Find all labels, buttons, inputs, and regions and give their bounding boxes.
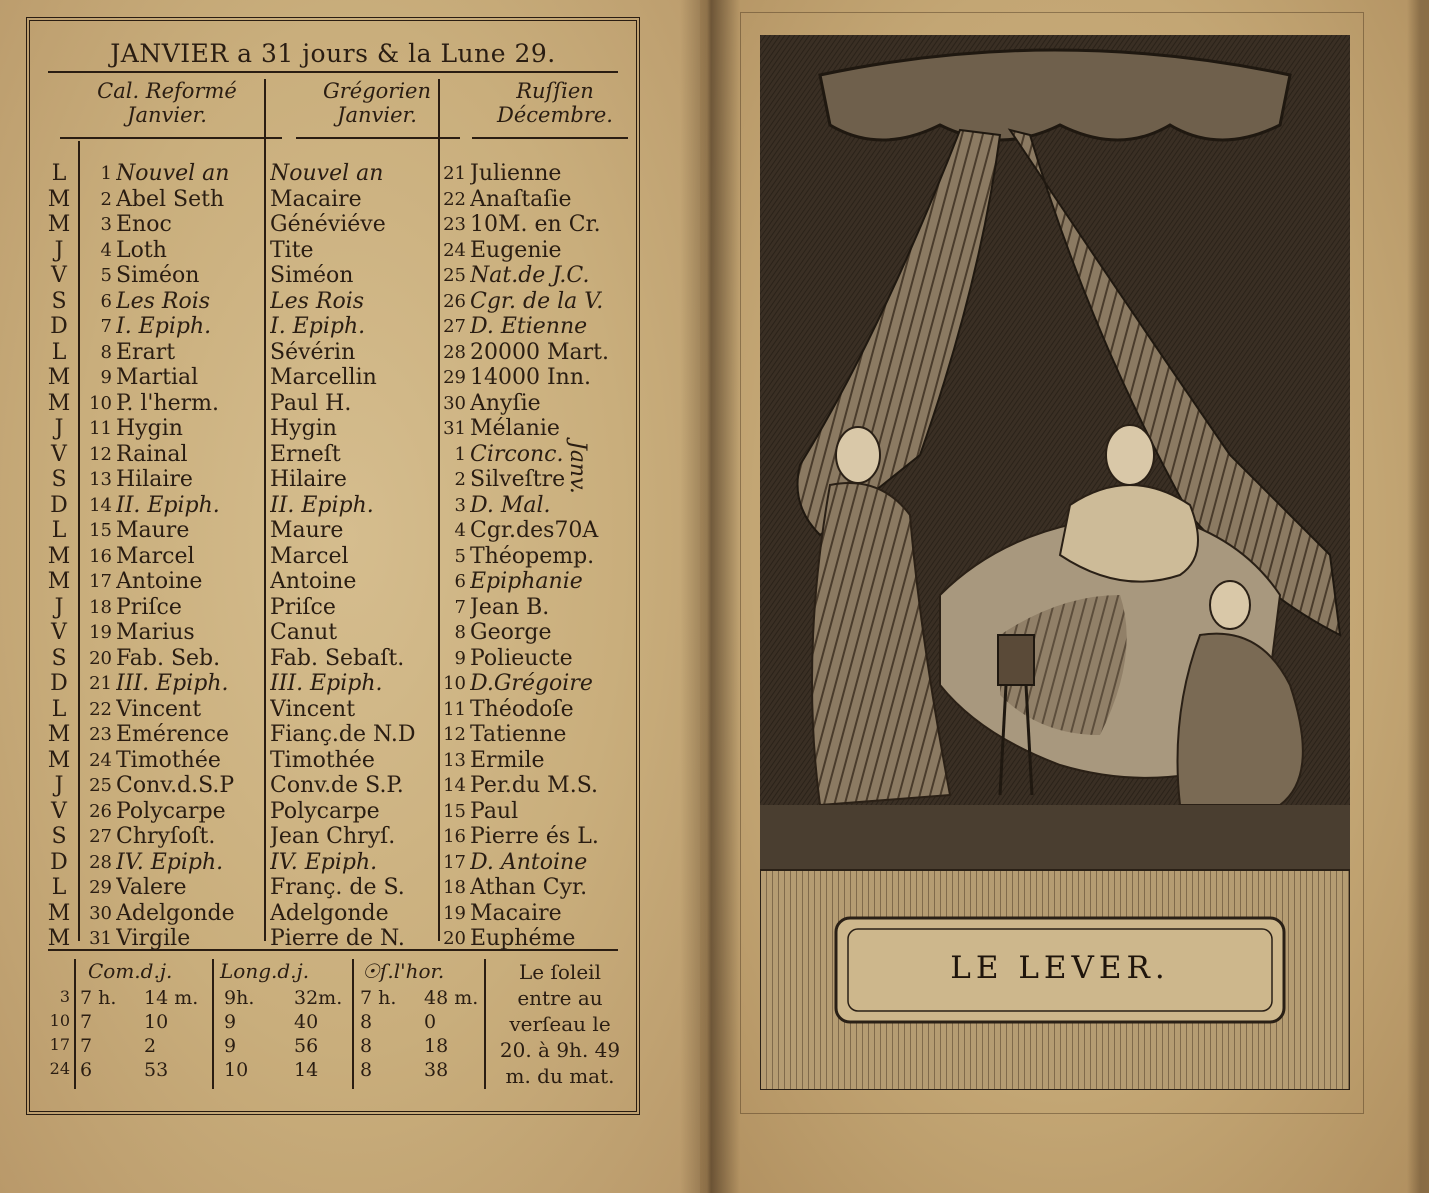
header-rule: [60, 137, 282, 139]
gregorien-saint: Adelgonde: [270, 900, 389, 926]
header-rule: [296, 137, 460, 139]
day-number: 25: [89, 775, 112, 796]
calendar-row: [30, 238, 644, 264]
sun-hor-minutes: 38: [424, 1059, 449, 1081]
day-number: 15: [89, 520, 112, 541]
sun-divider: [352, 959, 354, 1089]
day-number: 31: [89, 928, 112, 949]
weekday-letter: D: [50, 492, 68, 518]
weekday-letter: V: [51, 620, 67, 645]
sun-divider: [484, 959, 486, 1089]
russien-saint: Anaſtaſie: [470, 186, 572, 212]
russien-day-number: 10: [443, 673, 466, 694]
calendar-row: [30, 544, 644, 570]
russien-day-number: 20: [443, 928, 466, 949]
calendar-row: [30, 467, 644, 493]
calendar-row: [30, 391, 644, 417]
sun-header-long: Long.d.j.: [220, 959, 310, 983]
weekday-letter: L: [51, 518, 67, 543]
sun-header-com: Com.d.j.: [88, 959, 173, 983]
russien-saint: Per.du M.S.: [470, 773, 598, 798]
reforme-saint: Hilaire: [116, 467, 193, 492]
weekday-letter: M: [47, 569, 71, 594]
sun-note-line: Le ſoleil: [519, 960, 601, 984]
russien-saint: Cgr. de la V.: [470, 288, 604, 314]
gregorien-saint: I. Epiph.: [270, 314, 366, 339]
gregorien-saint: Paul H.: [270, 390, 352, 416]
weekday-letter: S: [51, 288, 67, 314]
day-number: 2: [100, 188, 112, 210]
gregorien-saint: Les Rois: [270, 288, 365, 314]
day-number: 21: [89, 673, 112, 694]
sun-note-line: 20. à 9h. 49: [499, 1038, 621, 1062]
day-number: 19: [89, 622, 112, 643]
weekday-letter: M: [47, 365, 71, 390]
calendar-row: [30, 595, 644, 621]
russien-day-number: 9: [454, 647, 466, 669]
sun-com-hours: 6: [80, 1059, 93, 1081]
gregorien-saint: IV. Epiph.: [270, 849, 378, 875]
sun-hor-minutes: 18: [424, 1035, 449, 1057]
sun-com-minutes: 14 m.: [144, 987, 199, 1009]
calendar-row: [30, 799, 644, 825]
day-number: 30: [89, 902, 112, 924]
sun-com-hours: 7 h.: [80, 987, 117, 1009]
russien-day-number: 14: [443, 775, 466, 796]
russien-saint: Ermile: [470, 747, 545, 773]
gregorien-saint: Hygin: [270, 416, 337, 441]
day-number: 20: [89, 647, 112, 669]
sun-hor-hours: 8: [360, 1059, 373, 1081]
day-number: 28: [89, 851, 112, 873]
russien-day-number: 2: [454, 469, 466, 490]
page-edge: [1407, 0, 1429, 1193]
sun-com-minutes: 2: [144, 1035, 157, 1057]
engraving-illustration: [760, 35, 1350, 1090]
russien-saint: Polieucte: [470, 645, 573, 671]
reforme-saint: Erart: [116, 339, 176, 365]
day-number: 3: [100, 214, 112, 235]
gregorien-saint: Nouvel an: [270, 161, 384, 186]
day-number: 29: [89, 877, 112, 898]
russien-day-number: 27: [443, 316, 466, 337]
gregorien-saint: Timothée: [270, 747, 375, 773]
weekday-letter: S: [51, 824, 67, 849]
russien-saint: Julienne: [470, 161, 562, 186]
day-number: 6: [100, 290, 112, 312]
sun-long-minutes: 14: [294, 1059, 319, 1081]
weekday-letter: V: [51, 263, 67, 288]
russien-saint: Tatienne: [470, 722, 567, 747]
russien-day-number: 26: [443, 290, 466, 312]
russien-day-number: 8: [454, 622, 466, 643]
sun-com-hours: 7: [80, 1035, 93, 1057]
header-russien-line2: Décembre.: [497, 103, 613, 127]
russien-saint: Nat.de J.C.: [470, 263, 590, 288]
weekday-letter: L: [51, 875, 67, 900]
reforme-saint: Hygin: [116, 416, 183, 441]
russien-day-number: 4: [454, 520, 466, 541]
sun-note-line: entre au: [517, 986, 603, 1010]
russien-saint: Théopemp.: [470, 543, 595, 569]
gregorien-saint: II. Epiph.: [270, 492, 374, 518]
weekday-letter: D: [50, 849, 68, 875]
reforme-saint: Antoine: [116, 569, 203, 594]
russien-saint: Pierre és L.: [470, 824, 599, 849]
weekday-letter: M: [47, 722, 71, 747]
russien-saint: Athan Cyr.: [470, 875, 588, 900]
day-number: 26: [89, 800, 112, 822]
calendar-row: [30, 365, 644, 391]
plate-caption: LE LEVER.: [950, 950, 1170, 986]
reforme-saint: Emérence: [116, 722, 229, 747]
russien-day-number: 30: [443, 392, 466, 414]
sun-long-hours: 10: [224, 1059, 249, 1081]
gregorien-saint: Priſce: [270, 594, 336, 620]
calendar-row: [30, 926, 644, 952]
reforme-saint: Rainal: [116, 441, 188, 467]
book-gutter: [680, 0, 740, 1193]
russien-day-number: 19: [443, 902, 466, 924]
sun-com-minutes: 53: [144, 1059, 169, 1081]
calendar-row: [30, 646, 644, 672]
gregorien-saint: Jean Chryſ.: [270, 824, 396, 849]
calendar-row: [30, 697, 644, 723]
gregorien-saint: Canut: [270, 620, 338, 645]
weekday-letter: J: [54, 594, 64, 620]
russien-day-number: 16: [443, 826, 466, 847]
russien-day-number: 17: [443, 851, 466, 873]
calendar-row: [30, 340, 644, 366]
weekday-letter: S: [51, 467, 67, 492]
calendar-row: [30, 824, 644, 850]
calendar-row: [30, 212, 644, 238]
weekday-letter: S: [51, 645, 67, 671]
day-number: 7: [100, 316, 112, 337]
weekday-letter: M: [47, 747, 71, 773]
sun-long-hours: 9: [224, 1011, 237, 1033]
header-gregorien-line2: Janvier.: [337, 103, 417, 127]
russien-saint: Epiphanie: [470, 569, 583, 594]
header-reforme: [52, 79, 282, 127]
calendar-row: [30, 773, 644, 799]
day-number: 27: [89, 826, 112, 847]
sun-row-day: 24: [49, 1059, 70, 1078]
gregorien-saint: Franç. de S.: [270, 875, 405, 900]
reforme-saint: Vincent: [116, 696, 202, 722]
servant-head: [1210, 581, 1250, 629]
calendar-frame: [26, 17, 640, 1115]
sun-hor-hours: 7 h.: [360, 987, 397, 1009]
reforme-saint: II. Epiph.: [116, 492, 220, 518]
russien-day-number: 6: [454, 571, 466, 592]
sun-long-minutes: 56: [294, 1035, 319, 1057]
russien-day-number: 11: [443, 698, 466, 720]
reforme-saint: III. Epiph.: [116, 671, 229, 696]
russien-day-number: 29: [443, 367, 466, 388]
day-number: 16: [89, 545, 112, 567]
reforme-saint: Marius: [116, 620, 195, 645]
russien-saint: 14000 Inn.: [470, 365, 591, 390]
weekday-letter: M: [47, 390, 71, 416]
gregorien-saint: Macaire: [270, 186, 362, 212]
reforme-saint: Conv.d.S.P: [116, 773, 235, 798]
gregorien-saint: Marcel: [270, 543, 349, 569]
gregorien-saint: Sévérin: [270, 339, 356, 365]
calendar-row: [30, 901, 644, 927]
weekday-letter: M: [47, 900, 71, 926]
weekday-letter: M: [47, 212, 71, 237]
day-number: 24: [89, 749, 112, 771]
reforme-saint: Les Rois: [116, 288, 211, 314]
calendar-row: [30, 289, 644, 315]
sun-long-minutes: 32m.: [294, 987, 343, 1009]
day-number: 5: [100, 265, 112, 286]
reforme-saint: Maure: [116, 518, 190, 543]
russien-day-number: 23: [443, 214, 466, 235]
russien-saint: Euphéme: [470, 926, 576, 951]
header-rule: [472, 137, 628, 139]
calendar-row: [30, 187, 644, 213]
russien-saint: Jean B.: [470, 594, 550, 620]
reforme-saint: I. Epiph.: [116, 314, 212, 339]
russien-saint: George: [470, 620, 552, 645]
russien-day-number: 28: [443, 341, 466, 363]
day-number: 14: [89, 494, 112, 516]
reforme-saint: Polycarpe: [116, 798, 226, 824]
sun-com-minutes: 10: [144, 1011, 169, 1033]
russien-saint: Paul: [470, 798, 519, 824]
russien-day-number: 31: [443, 418, 466, 439]
reforme-saint: Priſce: [116, 594, 182, 620]
gregorien-saint: Marcellin: [270, 365, 377, 390]
sun-note: [490, 959, 630, 1089]
reforme-saint: Martial: [116, 365, 199, 390]
russien-saint: Circonc.: [470, 441, 564, 467]
side-label: Janv.: [565, 441, 590, 494]
reforme-saint: Timothée: [116, 747, 221, 773]
weekday-letter: V: [51, 798, 67, 824]
weekday-letter: V: [51, 441, 67, 467]
day-number: 18: [89, 596, 112, 618]
day-number: 11: [89, 418, 112, 439]
sun-long-hours: 9: [224, 1035, 237, 1057]
gregorien-saint: Généviéve: [270, 212, 386, 237]
calendar-title: JANVIER a 31 jours & la Lune 29.: [110, 39, 556, 68]
calendar-row: [30, 493, 644, 519]
gregorien-saint: Maure: [270, 518, 344, 543]
day-number: 13: [89, 469, 112, 490]
sun-divider: [74, 959, 76, 1089]
calendar-row: [30, 314, 644, 340]
russien-saint: D. Antoine: [470, 849, 588, 875]
russien-day-number: 15: [443, 800, 466, 822]
day-number: 4: [100, 239, 112, 261]
day-number: 22: [89, 698, 112, 720]
calendar-row: [30, 671, 644, 697]
sun-row-day: 10: [49, 1011, 70, 1030]
weekday-letter: L: [51, 696, 67, 722]
sun-long-hours: 9h.: [224, 987, 255, 1009]
russien-saint: Mélanie: [470, 416, 560, 441]
title-rule: [48, 71, 618, 73]
russien-day-number: 25: [443, 265, 466, 286]
russien-saint: Théodoſe: [470, 696, 574, 722]
gregorien-saint: Erneſt: [270, 441, 341, 467]
sun-note-line: verſeau le: [509, 1012, 611, 1036]
weekday-letter: M: [47, 926, 71, 951]
calendar-row: [30, 161, 644, 187]
gregorien-saint: Fab. Sebaſt.: [270, 645, 405, 671]
day-number: 17: [89, 571, 112, 592]
reforme-saint: Nouvel an: [116, 161, 230, 186]
russien-saint: D. Mal.: [470, 492, 551, 518]
gregorien-saint: Pierre de N.: [270, 926, 405, 951]
russien-saint: D.Grégoire: [470, 671, 593, 696]
floor: [760, 805, 1350, 870]
gregorien-saint: Fianç.de N.D: [270, 722, 416, 747]
russien-day-number: 18: [443, 877, 466, 898]
russien-saint: Macaire: [470, 900, 562, 926]
russien-saint: 10M. en Cr.: [470, 212, 601, 237]
russien-saint: Eugenie: [470, 237, 562, 263]
calendar-row: [30, 722, 644, 748]
sun-hor-minutes: 0: [424, 1011, 437, 1033]
day-number: 12: [89, 443, 112, 465]
header-gregorien: [292, 79, 462, 127]
header-russien-line1: Ruſſien: [516, 79, 594, 103]
russien-saint: 20000 Mart.: [470, 339, 609, 365]
reforme-saint: Valere: [116, 875, 187, 900]
weekday-letter: J: [54, 416, 64, 441]
reforme-saint: IV. Epiph.: [116, 849, 224, 875]
canopy: [820, 50, 1290, 140]
calendar-row: [30, 518, 644, 544]
calendar-row: [30, 748, 644, 774]
sun-note-line: m. du mat.: [505, 1064, 615, 1088]
weekday-letter: M: [47, 543, 71, 569]
gregorien-saint: Conv.de S.P.: [270, 773, 404, 798]
sun-hor-hours: 8: [360, 1011, 373, 1033]
calendar-row: [30, 416, 644, 442]
russien-day-number: 7: [454, 596, 466, 618]
lady-body: [1060, 485, 1198, 582]
reforme-saint: Fab. Seb.: [116, 645, 221, 671]
calendar-row: [30, 620, 644, 646]
russien-day-number: 1: [454, 443, 466, 465]
russien-day-number: 3: [454, 494, 466, 516]
russien-saint: Cgr.des70A: [470, 518, 599, 543]
sun-divider: [212, 959, 214, 1089]
weekday-letter: D: [50, 671, 68, 696]
reforme-saint: Virgile: [116, 926, 191, 951]
gregorien-saint: Vincent: [270, 696, 356, 722]
calendar-row: [30, 569, 644, 595]
day-number: 1: [100, 163, 112, 184]
reforme-saint: Abel Seth: [116, 186, 225, 212]
gregorien-saint: Siméon: [270, 263, 354, 288]
russien-day-number: 24: [443, 239, 466, 261]
calendar-row: [30, 263, 644, 289]
russien-day-number: 13: [443, 749, 466, 771]
day-number: 8: [100, 341, 112, 363]
weekday-letter: L: [51, 161, 67, 186]
sun-row-day: 17: [49, 1035, 70, 1054]
calendar-row: [30, 875, 644, 901]
header-reforme-line1: Cal. Reformé: [97, 79, 237, 103]
day-number: 23: [89, 724, 112, 745]
russien-day-number: 5: [454, 545, 466, 567]
sun-hor-hours: 8: [360, 1035, 373, 1057]
russien-day-number: 21: [443, 163, 466, 184]
reforme-saint: Adelgonde: [116, 900, 235, 926]
sun-long-minutes: 40: [294, 1011, 319, 1033]
gregorien-saint: Hilaire: [270, 467, 347, 492]
reforme-saint: Chryſoſt.: [116, 824, 216, 849]
sun-com-hours: 7: [80, 1011, 93, 1033]
gregorien-saint: Antoine: [270, 569, 357, 594]
gregorien-saint: Polycarpe: [270, 798, 380, 824]
lady-head: [1106, 425, 1154, 485]
weekday-letter: J: [54, 237, 64, 263]
russien-day-number: 22: [443, 188, 466, 210]
russien-saint: Silveſtre: [470, 467, 566, 492]
weekday-letter: J: [54, 773, 64, 798]
sun-header-hor: ☉ſ.l'hor.: [362, 959, 445, 983]
day-number: 10: [89, 392, 112, 414]
reforme-saint: Marcel: [116, 543, 195, 569]
russien-day-number: 12: [443, 724, 466, 745]
weekday-letter: D: [50, 314, 68, 339]
russien-saint: Anyſie: [470, 390, 541, 416]
weekday-letter: M: [47, 186, 71, 212]
header-reforme-line2: Janvier.: [127, 103, 207, 127]
side-table: [998, 635, 1034, 685]
russien-saint: D. Etienne: [470, 314, 588, 339]
calendar-row: [30, 850, 644, 876]
reforme-saint: Siméon: [116, 263, 200, 288]
maid-head: [836, 427, 880, 483]
day-number: 9: [100, 367, 112, 388]
gregorien-saint: III. Epiph.: [270, 671, 383, 696]
reforme-saint: P. l'herm.: [116, 390, 219, 416]
reforme-saint: Loth: [116, 237, 167, 263]
reforme-saint: Enoc: [116, 212, 172, 237]
bottom-rule: [48, 949, 618, 951]
sun-hor-minutes: 48 m.: [424, 987, 479, 1009]
header-russien: [470, 79, 640, 127]
calendar-row: [30, 442, 644, 468]
gregorien-saint: Tite: [270, 237, 314, 263]
sun-row-day: 3: [59, 987, 70, 1006]
header-gregorien-line1: Grégorien: [322, 79, 432, 103]
weekday-letter: L: [51, 339, 67, 365]
